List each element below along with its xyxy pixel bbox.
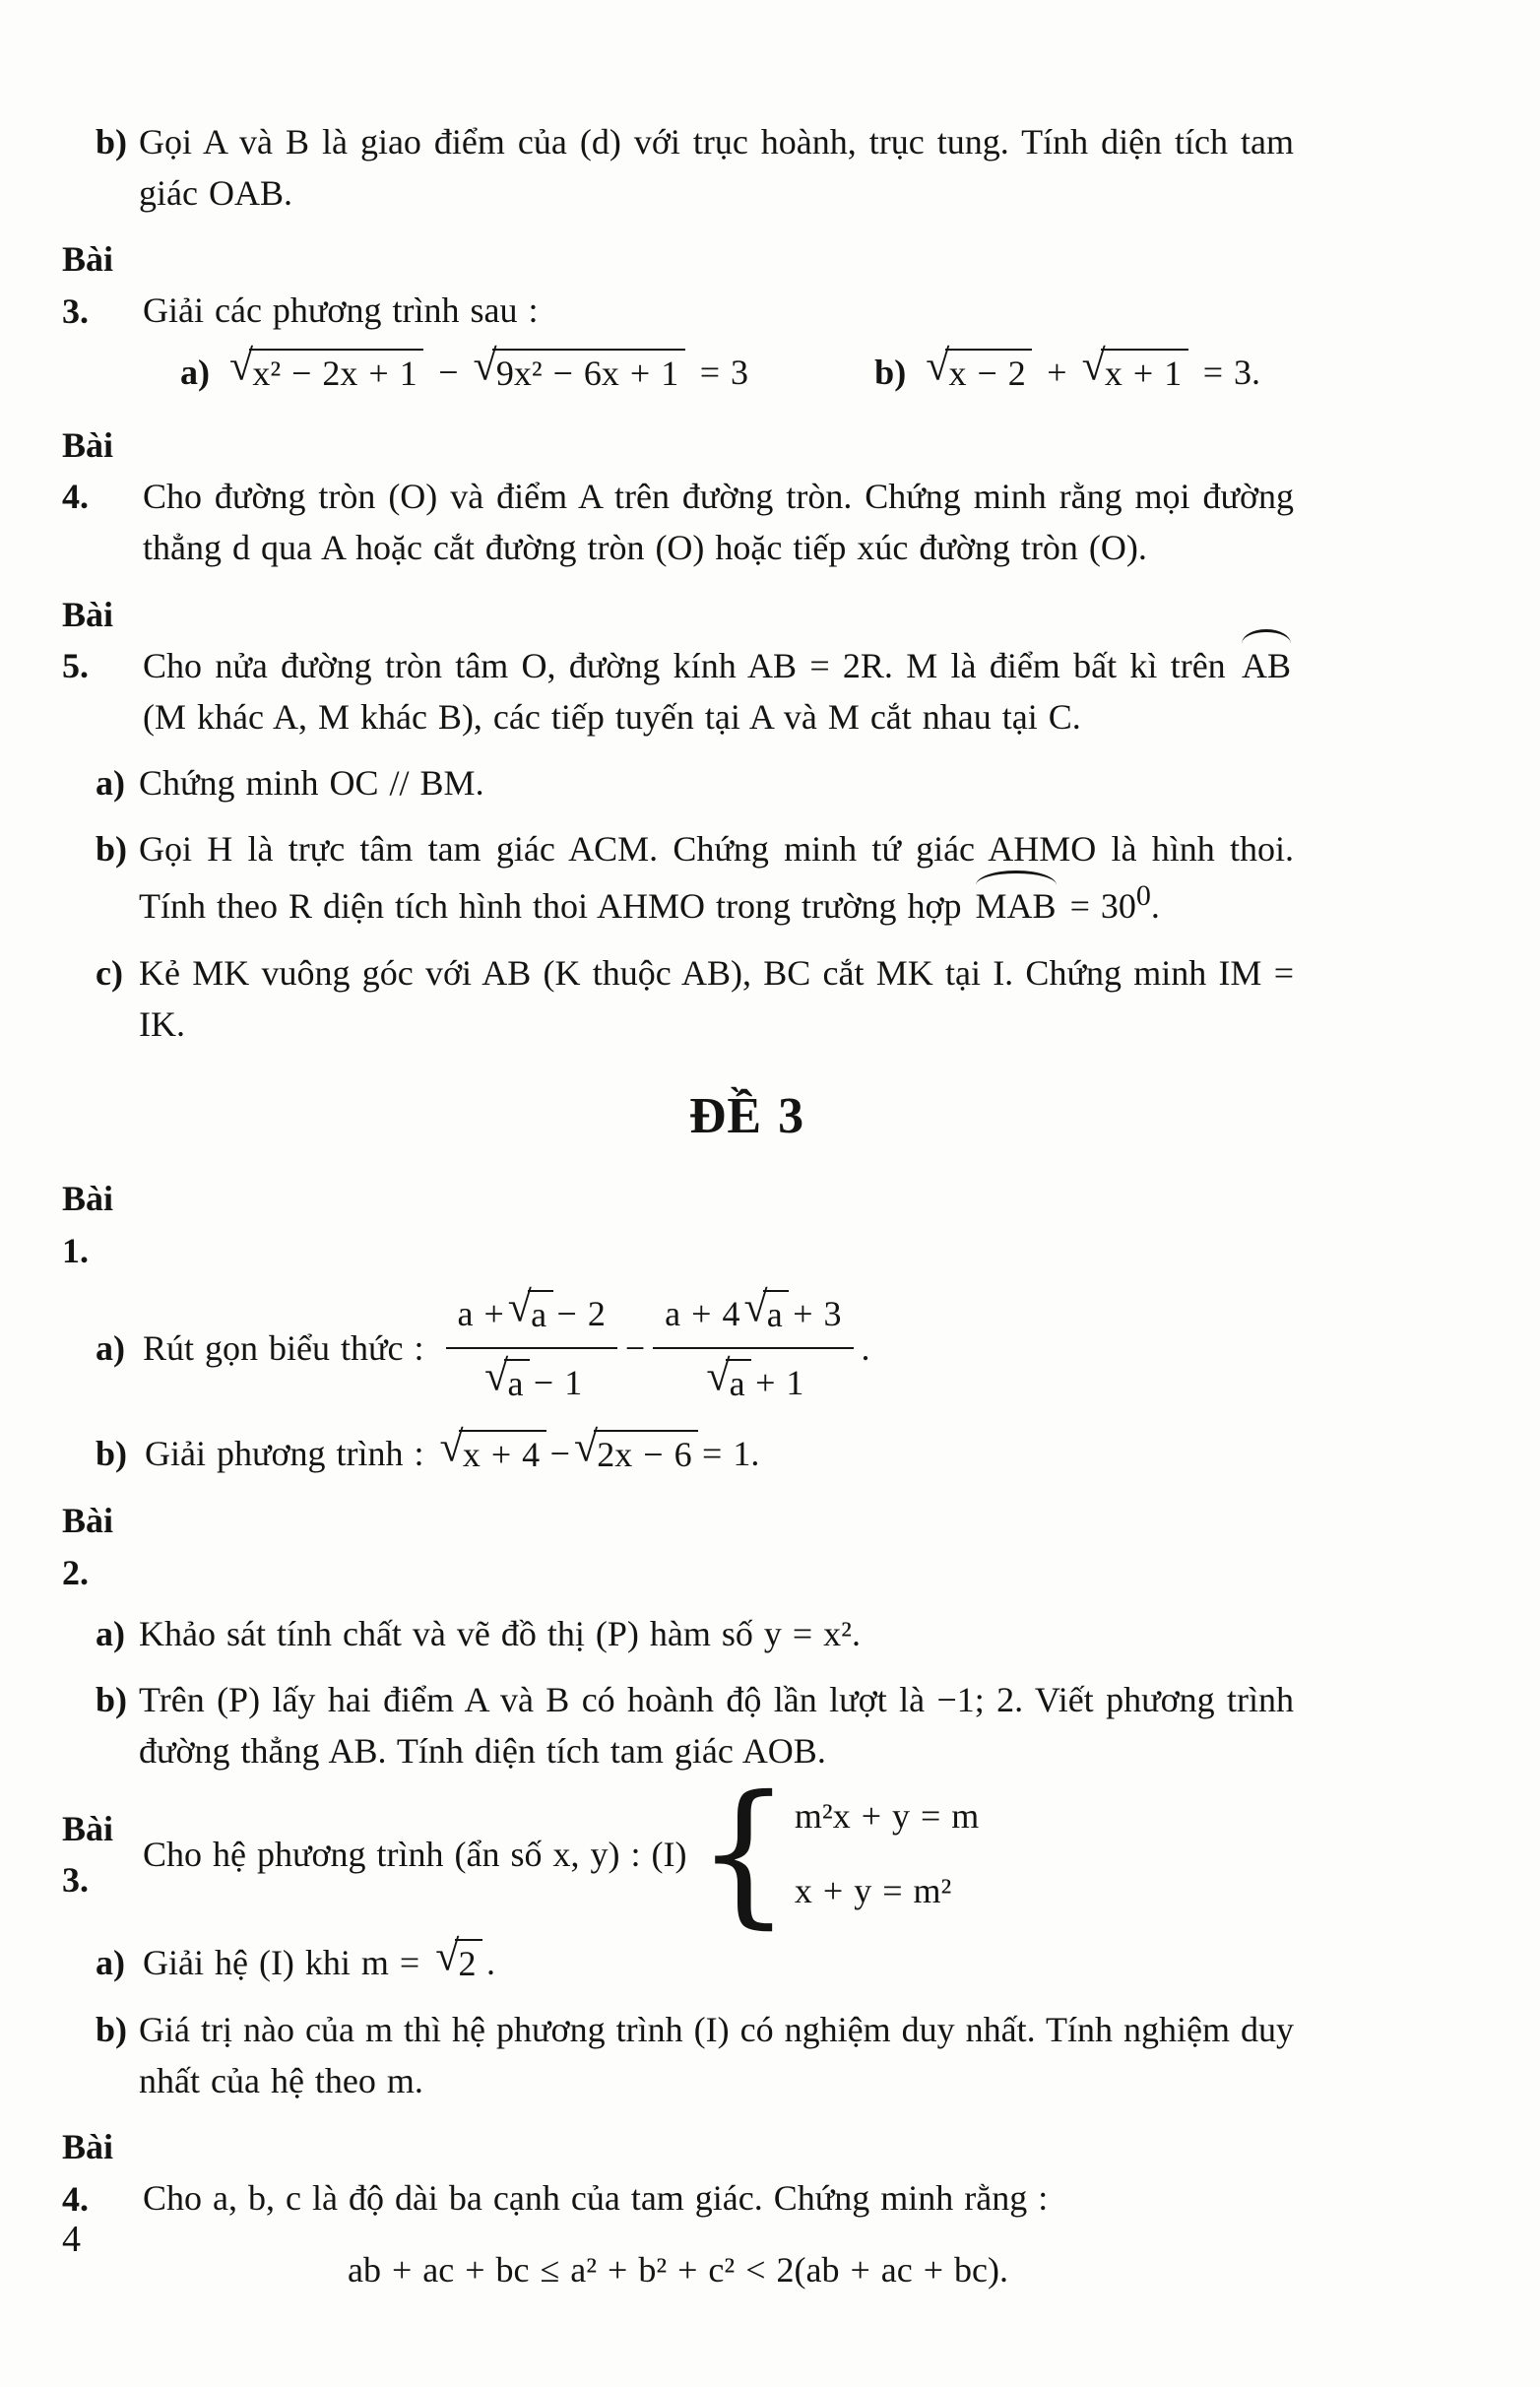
operator: −: [438, 352, 459, 392]
item-label: a): [96, 1613, 125, 1653]
operator: −: [624, 1327, 646, 1368]
bai4: [62, 419, 1294, 574]
num-text: + 3: [793, 1293, 842, 1333]
bai-label: Bài 3.: [62, 239, 114, 331]
item-label: b): [96, 2009, 128, 2049]
system-eq-2: x + y = m²: [794, 1871, 952, 1911]
sqrt-expression: [484, 1359, 530, 1406]
item-text: = 30: [1069, 886, 1136, 927]
system-eq-1: m²x + y = m: [794, 1796, 980, 1837]
section-heading-de3: ĐỀ 3: [688, 1088, 805, 1144]
item-label: b): [96, 1434, 128, 1474]
bai3-equations: [62, 347, 1294, 398]
item-b-top: [62, 116, 1294, 219]
arc-mab: [976, 880, 1057, 932]
item-label: a): [96, 1942, 125, 1982]
item-label: a): [96, 1327, 125, 1368]
item-text: Chứng minh OC // BM.: [139, 763, 484, 804]
item-lead: Rút gọn biểu thức :: [143, 1327, 424, 1368]
sqrt-expression: [508, 1290, 553, 1337]
bai3-heading: [62, 233, 1294, 336]
page-content: [62, 116, 1294, 2295]
radicand: √ a: [763, 1290, 789, 1337]
denominator: [653, 1349, 853, 1410]
system-equations: [795, 1797, 979, 1910]
de3-bai3-item-a: [96, 1937, 1294, 1988]
item-text: Kẻ MK vuông góc với AB (K thuộc AB), BC cắt MK tại I. Chứng minh IM = IK.: [139, 952, 1294, 1044]
arc-text: AB: [1242, 645, 1292, 685]
eq-label: a): [180, 352, 210, 392]
bai-label: Bài 5.: [62, 594, 114, 685]
rhs: = 3: [699, 352, 748, 392]
equation-a: [180, 347, 748, 398]
sqrt-expression: [435, 1939, 482, 1986]
radicand: √ x² − 2x + 1: [249, 349, 423, 396]
bai-text: Cho hệ phương trình (ẩn số x, y) : (I): [143, 1834, 687, 1874]
radicand: √ x + 4: [459, 1430, 545, 1477]
eq-label: b): [874, 352, 907, 392]
radicand: √ 2x − 6: [594, 1430, 698, 1477]
item-text: Giá trị nào của m thì hệ phương trình (I) có nghiệm duy nhất. Tính nghiệm duy nhất của hệ theo m.: [139, 2009, 1294, 2101]
de3-bai1-heading: [62, 1173, 1294, 1275]
fraction-1: [446, 1286, 617, 1410]
operator: +: [1047, 352, 1067, 392]
inequality-line: ab + ac + bc ≤ a² + b² + c² < 2(ab + ac + bc).: [347, 2249, 1009, 2290]
de3-bai3: [62, 1763, 1294, 1944]
rhs: = 1.: [702, 1434, 760, 1474]
item-text: Khảo sát tính chất và vẽ đồ thị (P) hàm số y = x².: [139, 1613, 861, 1653]
superscript: 0: [1135, 879, 1151, 913]
arc-ab: [1242, 640, 1291, 691]
item-label: b): [96, 122, 128, 161]
de3-bai1-item-b: [96, 1428, 1294, 1479]
item-label: a): [96, 763, 125, 804]
den-text: − 1: [533, 1362, 583, 1402]
radicand: √ 9x² − 6x + 1: [492, 349, 684, 396]
sqrt-expression: [706, 1359, 751, 1406]
num-text: a + 4: [665, 1293, 740, 1333]
bai5-item-a: [62, 757, 1294, 808]
sqrt-expression: [474, 349, 685, 396]
bai-label: Bài 1.: [62, 1179, 114, 1270]
denominator: [446, 1349, 617, 1410]
num-text: a +: [457, 1293, 504, 1333]
sqrt-expression: [1082, 349, 1188, 396]
bai5-item-b: [62, 823, 1294, 932]
item-label: b): [96, 1679, 128, 1719]
bai-text: Cho đường tròn (O) và điểm A trên đường tròn. Chứng minh rằng mọi đường thẳng d qua A hoặc cắt đường tròn (O) hoặc tiếp xúc đường tròn (O).: [143, 477, 1294, 568]
sqrt-expression: [926, 349, 1032, 396]
numerator: [653, 1286, 853, 1349]
fraction-2: [653, 1286, 853, 1410]
bai5: [62, 589, 1294, 743]
den-text: + 1: [755, 1362, 804, 1402]
sqrt-expression: [743, 1290, 789, 1337]
operator: −: [549, 1434, 570, 1474]
bai5-item-c: [62, 947, 1294, 1050]
bai-label: Bài 3.: [62, 1808, 114, 1901]
bai-text: Cho nửa đường tròn tâm O, đường kính AB = 2R. M là điểm bất kì trên: [143, 645, 1226, 685]
brace-symbol: {: [696, 1763, 791, 1944]
numerator: [446, 1286, 617, 1349]
sqrt-expression: [440, 1430, 546, 1477]
item-lead: Giải phương trình :: [145, 1434, 424, 1474]
de3-bai2-item-a: [62, 1608, 1294, 1659]
arc-text: MAB: [975, 886, 1057, 927]
de3-bai2-heading: [62, 1495, 1294, 1597]
radicand: √ a: [726, 1359, 751, 1406]
item-label: b): [96, 829, 128, 870]
radicand: √ a: [504, 1359, 530, 1406]
bai-text: Cho a, b, c là độ dài ba cạnh của tam giác. Chứng minh rằng :: [143, 2178, 1049, 2219]
radicand: √ x + 1: [1101, 349, 1187, 396]
sqrt-expression: [229, 349, 423, 396]
tail: .: [486, 1942, 496, 1982]
item-label: c): [96, 952, 123, 993]
bai-label: Bài 2.: [62, 1501, 114, 1592]
item-text: Gọi H là trực tâm tam giác ACM. Chứng minh tứ giác AHMO là hình thoi. Tính theo R diện tích hình thoi AHMO trong trường hợp: [139, 829, 1294, 927]
bai-text: (M khác A, M khác B), các tiếp tuyến tại A và M cắt nhau tại C.: [143, 696, 1081, 737]
bai-text: Giải các phương trình sau :: [143, 290, 539, 331]
de3-bai3-item-b: [62, 2004, 1294, 2106]
radicand: √ 2: [455, 1939, 482, 1986]
page-number: 4: [62, 2219, 81, 2260]
equation-b: [874, 347, 1260, 398]
item-text: Gọi A và B là giao điểm của (d) với trục hoành, trục tung. Tính diện tích tam giác OAB.: [139, 122, 1294, 214]
de3-bai2-item-b: [62, 1674, 1294, 1776]
num-text: − 2: [556, 1293, 606, 1333]
item-lead: Giải hệ (I) khi m =: [143, 1942, 420, 1982]
item-text: Trên (P) lấy hai điểm A và B có hoành độ lần lượt là −1; 2. Viết phương trình đường thẳng AB. Tính diện tích tam giác AOB.: [139, 1679, 1294, 1772]
bai-label: Bài 4.: [62, 424, 114, 517]
radicand: √ a: [528, 1290, 553, 1337]
rhs: = 3.: [1202, 352, 1260, 392]
tail: .: [861, 1327, 870, 1368]
de3-bai1-item-a: [96, 1286, 1294, 1410]
sqrt-expression: [574, 1430, 698, 1477]
bai-label: Bài 4.: [62, 2127, 114, 2219]
de3-bai4: [62, 2121, 1294, 2224]
item-text: .: [1150, 886, 1160, 927]
radicand: √ x − 2: [945, 349, 1032, 396]
equation-system: [696, 1763, 980, 1944]
